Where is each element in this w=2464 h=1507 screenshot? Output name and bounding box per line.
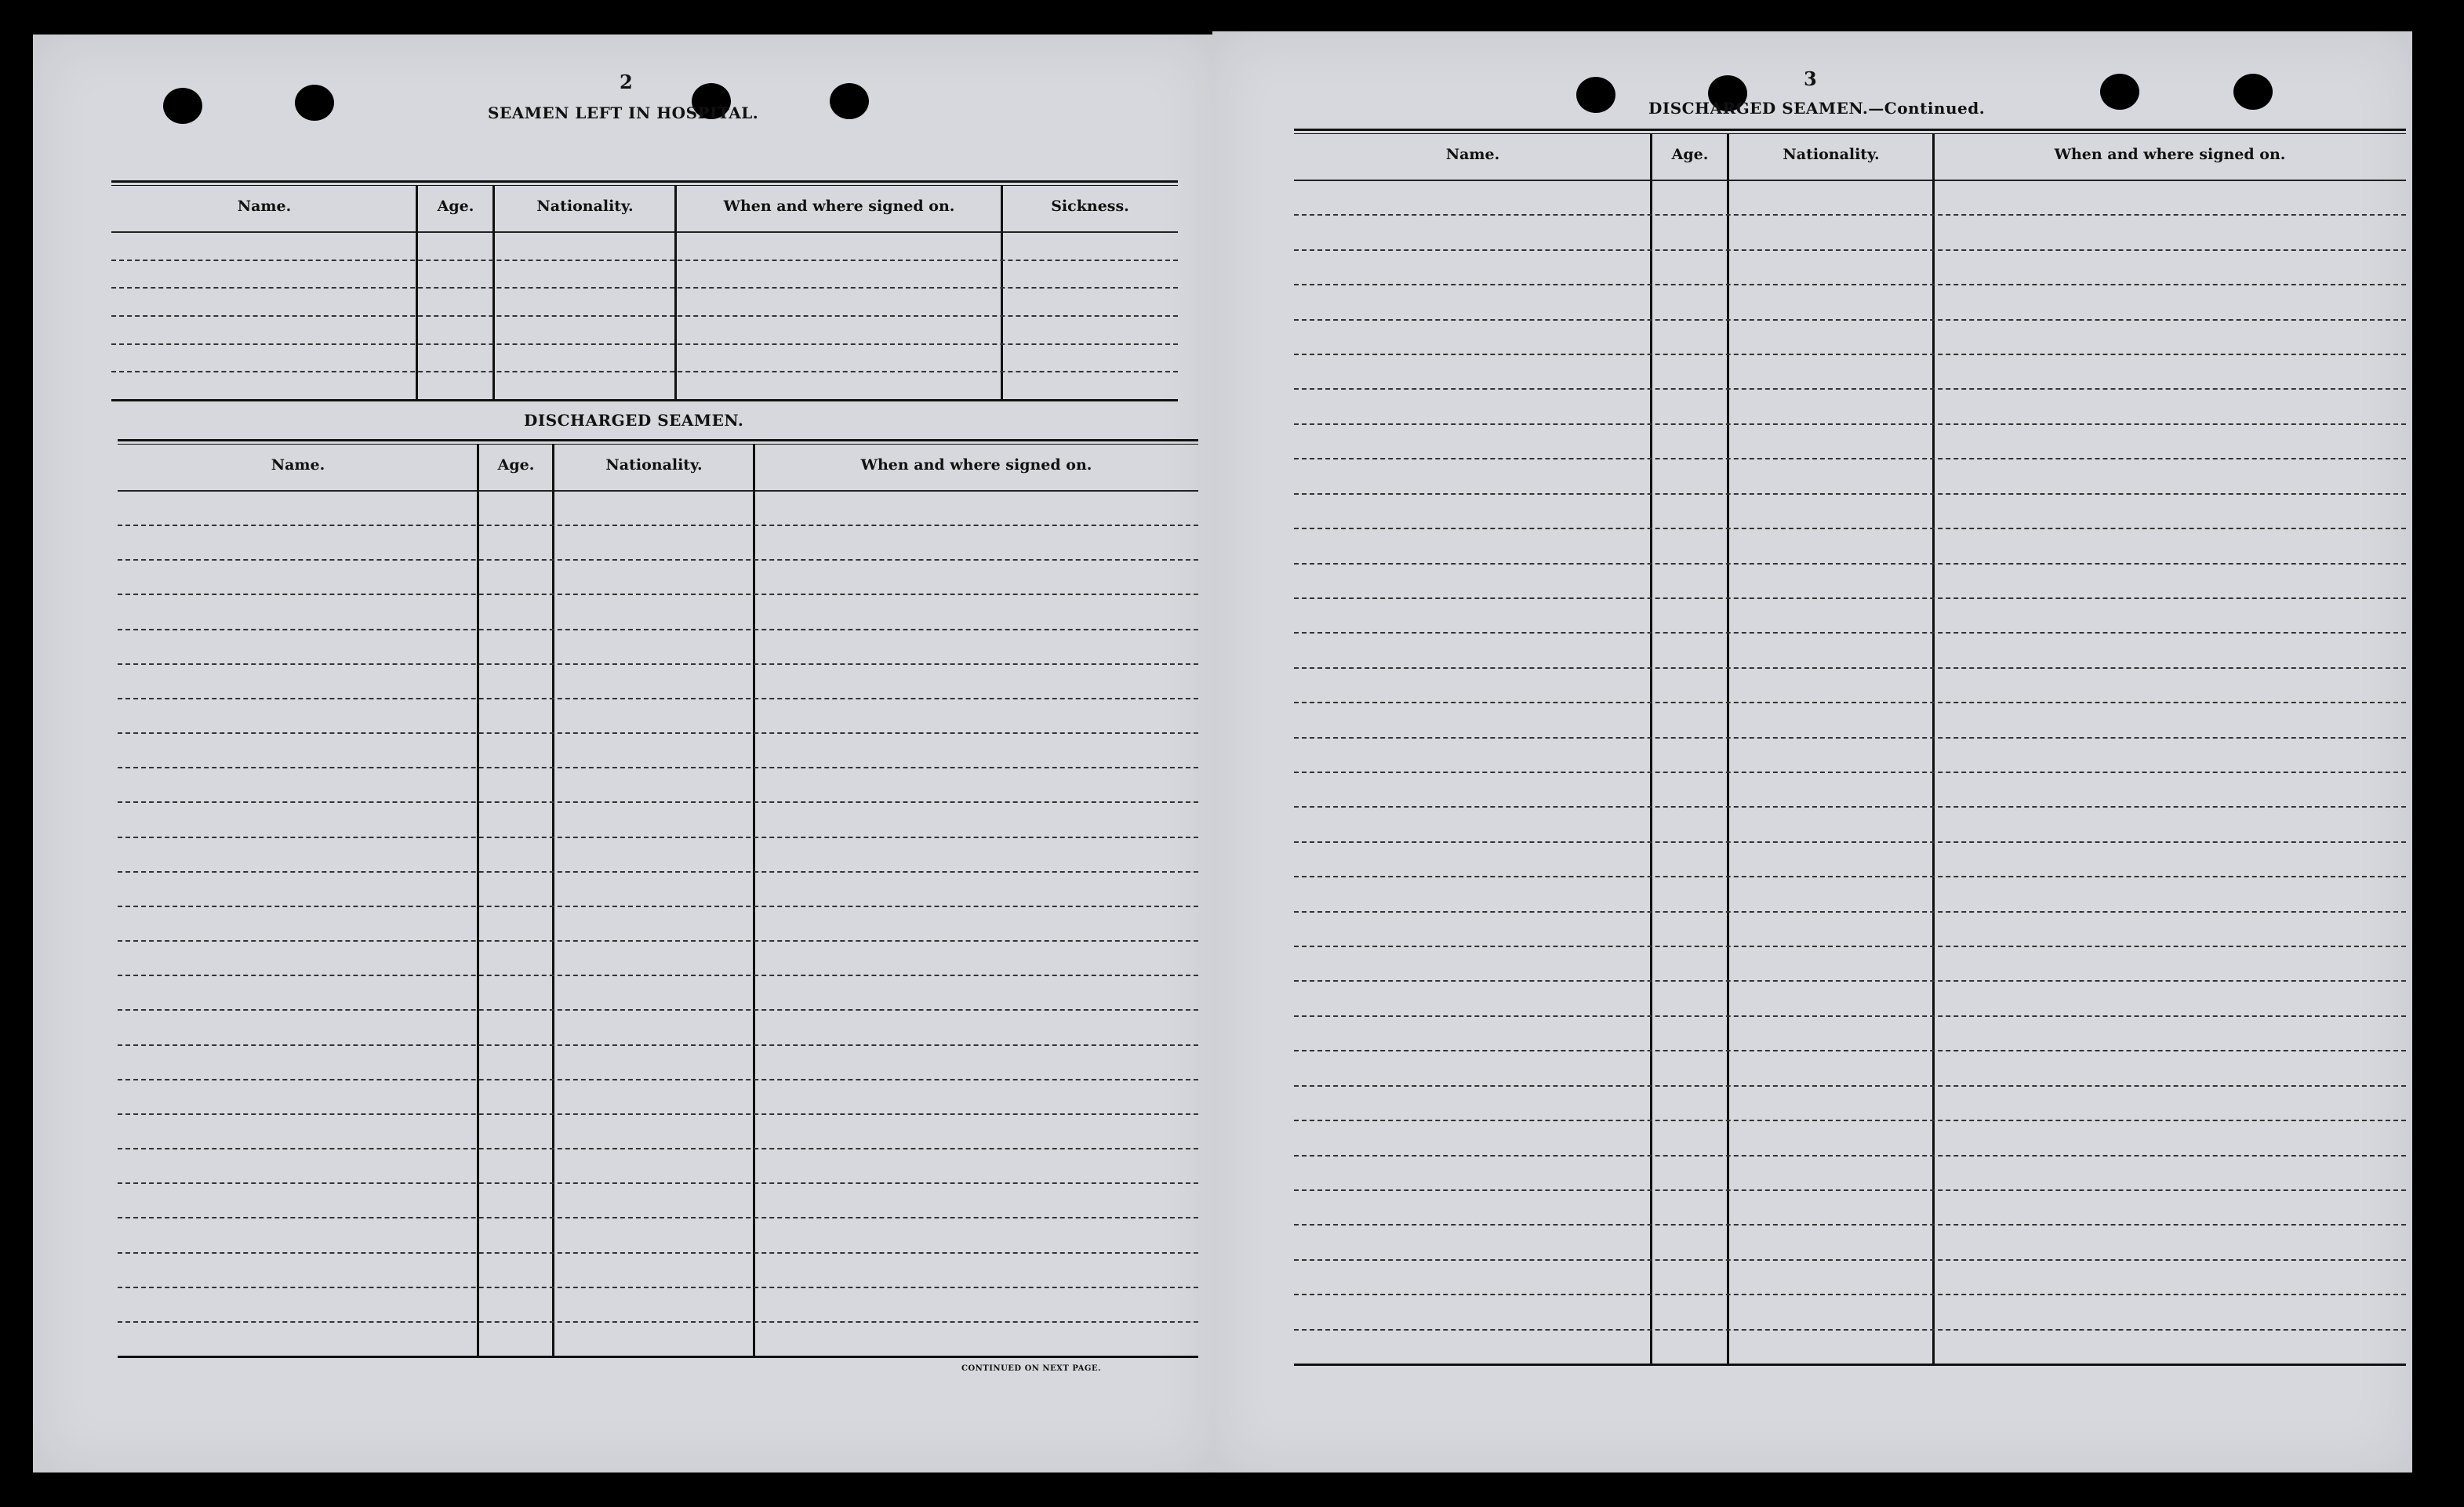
table-row: [1294, 493, 2406, 495]
table-row: [118, 1217, 1198, 1218]
table-row: [118, 629, 1198, 630]
table-row: [1294, 458, 2406, 459]
blank-rows: [1294, 180, 2406, 1364]
table-row: [1294, 319, 2406, 321]
table-row: [111, 287, 1178, 289]
table-row: [118, 1044, 1198, 1046]
table-row: [1294, 841, 2406, 843]
punch-hole: [295, 85, 334, 121]
column-header-signed-on: When and where signed on.: [860, 456, 1092, 474]
table-row: [111, 315, 1178, 317]
table-row: [1294, 1224, 2406, 1226]
table-row: [1294, 214, 2406, 216]
punch-hole: [830, 83, 869, 119]
punch-hole: [2233, 74, 2273, 110]
column-header-name: Name.: [237, 198, 292, 215]
table-row: [1294, 876, 2406, 877]
table-row: [118, 906, 1198, 907]
column-header-name: Name.: [1445, 146, 1500, 163]
table-row: [118, 1252, 1198, 1254]
column-header-nationality: Nationality.: [536, 198, 634, 215]
table-row: [1294, 423, 2406, 425]
table-row: [1294, 1050, 2406, 1051]
table-row: [118, 940, 1198, 942]
table-row: [118, 1321, 1198, 1323]
bleed-through-text: [104, 144, 120, 184]
table-row: [1294, 702, 2406, 703]
discharged-section-title: DISCHARGED SEAMEN.: [524, 411, 744, 430]
table-row: [118, 1287, 1198, 1288]
table-row: [111, 260, 1178, 261]
table-row: [1294, 667, 2406, 669]
table-row: [118, 559, 1198, 561]
table-row: [118, 1009, 1198, 1011]
column-header-nationality: Nationality.: [605, 456, 703, 474]
hospital-section-title: SEAMEN LEFT IN HOSPITAL.: [488, 103, 759, 122]
table-row: [1294, 806, 2406, 808]
table-row: [1294, 528, 2406, 529]
hospital-table: [111, 180, 1178, 401]
blank-rows: [111, 231, 1178, 399]
table-row: [118, 871, 1198, 873]
table-row: [118, 525, 1198, 526]
table-row: [118, 767, 1198, 768]
left-page: [33, 34, 1214, 1473]
column-header-age: Age.: [497, 456, 535, 474]
column-header-name: Name.: [271, 456, 325, 474]
table-row: [1294, 563, 2406, 565]
column-header-sickness: Sickness.: [1051, 198, 1129, 215]
page-number: 3: [1804, 67, 1817, 90]
punch-hole: [1576, 77, 1615, 113]
table-row: [1294, 1015, 2406, 1017]
punch-hole: [163, 88, 202, 124]
column-header-signed-on: When and where signed on.: [2054, 146, 2286, 163]
column-header-nationality: Nationality.: [1783, 146, 1880, 163]
table-row: [1294, 1329, 2406, 1331]
table-row: [1294, 597, 2406, 599]
table-row: [118, 698, 1198, 699]
table-row: [1294, 1120, 2406, 1121]
table-row: [118, 1182, 1198, 1184]
discharged-continued-table: [1294, 129, 2406, 1366]
table-row: [1294, 632, 2406, 634]
continued-note: CONTINUED ON NEXT PAGE.: [961, 1364, 1102, 1373]
table-row: [118, 594, 1198, 595]
table-row: [1294, 1294, 2406, 1295]
table-row: [1294, 1189, 2406, 1191]
table-row: [111, 343, 1178, 345]
column-header-age: Age.: [437, 198, 474, 215]
right-page: [1212, 31, 2412, 1473]
table-row: [118, 732, 1198, 734]
table-row: [1294, 388, 2406, 390]
table-row: [1294, 284, 2406, 285]
table-row: [118, 1148, 1198, 1149]
table-row: [118, 1113, 1198, 1115]
table-row: [1294, 354, 2406, 355]
page-number: 2: [620, 71, 633, 93]
table-row: [1294, 911, 2406, 913]
discharged-table: [118, 439, 1198, 1358]
table-row: [1294, 1155, 2406, 1157]
table-row: [1294, 737, 2406, 739]
table-row: [118, 975, 1198, 976]
column-header-age: Age.: [1671, 146, 1709, 163]
column-header-signed-on: When and where signed on.: [723, 198, 955, 215]
blank-rows: [118, 490, 1198, 1356]
table-row: [1294, 1085, 2406, 1087]
table-row: [1294, 946, 2406, 947]
table-row: [1294, 772, 2406, 773]
table-row: [1294, 980, 2406, 982]
discharged-continued-title: DISCHARGED SEAMEN.—Continued.: [1648, 99, 1986, 118]
table-row: [111, 371, 1178, 372]
table-row: [118, 663, 1198, 665]
table-row: [118, 1079, 1198, 1080]
punch-hole: [2100, 74, 2139, 110]
table-row: [118, 837, 1198, 838]
table-row: [1294, 1259, 2406, 1261]
table-row: [1294, 249, 2406, 251]
table-row: [118, 801, 1198, 803]
